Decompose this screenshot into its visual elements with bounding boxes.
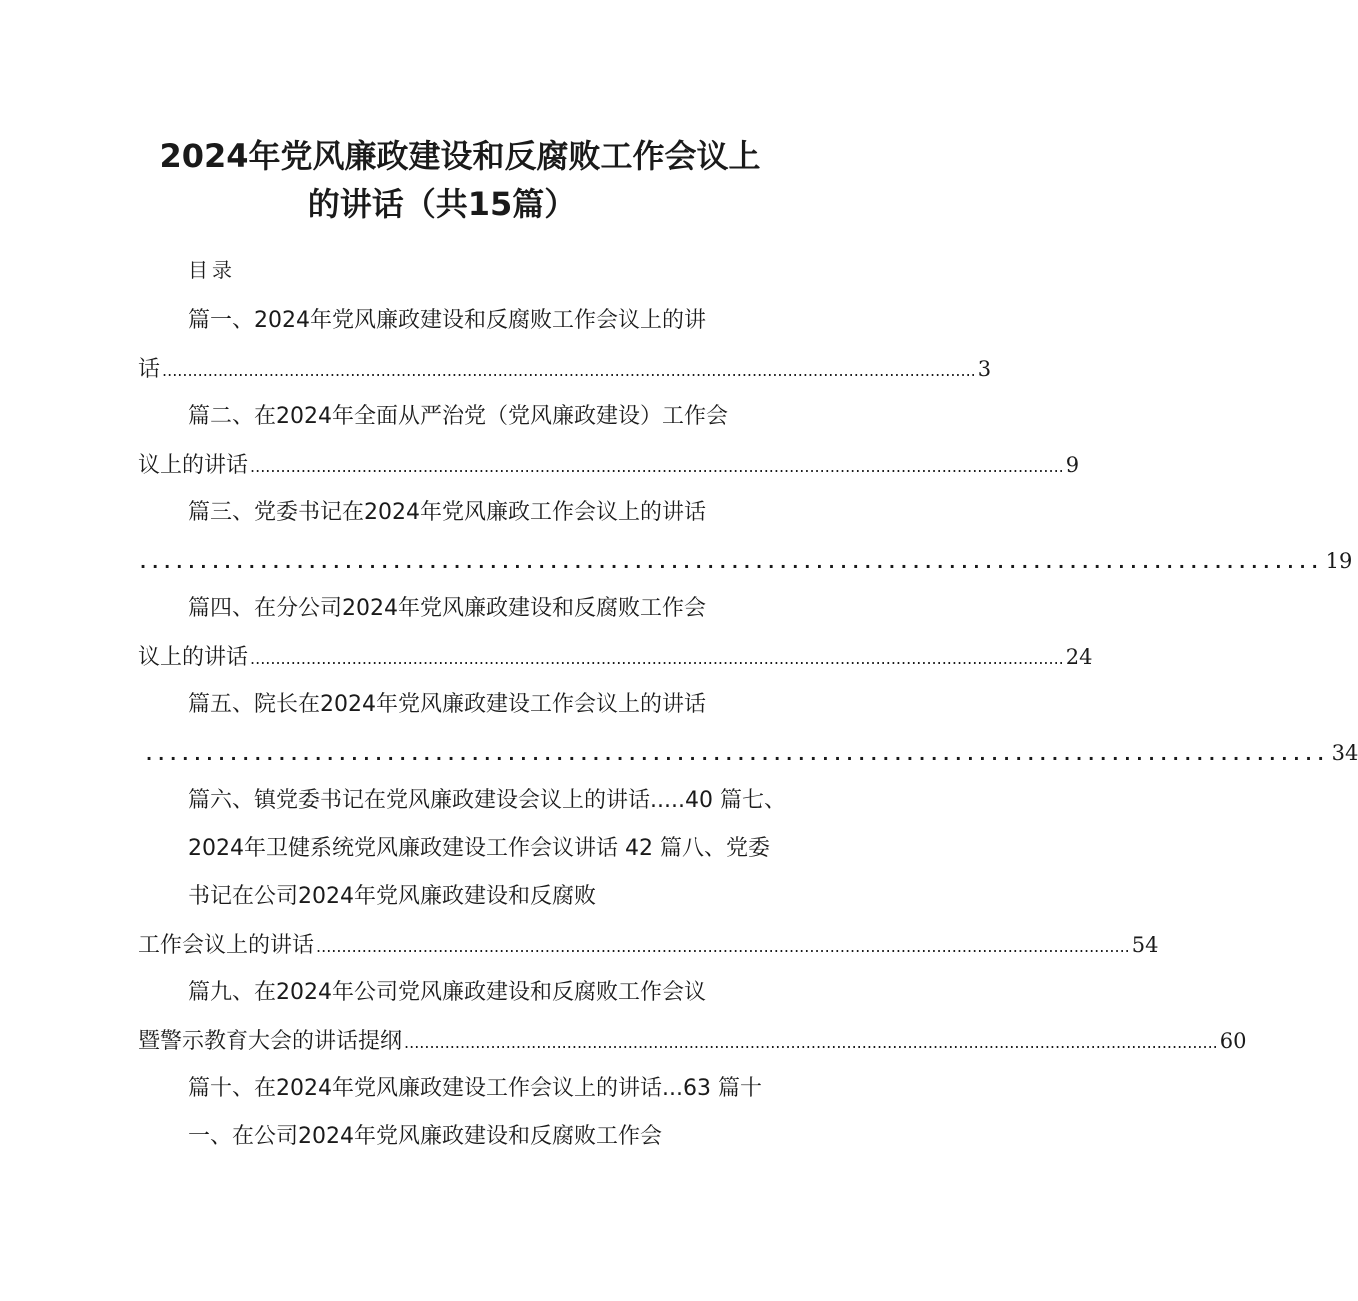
toc-entry-text: 工作会议上的讲话 [138, 933, 315, 958]
toc-entry-9-line-2 [138, 1026, 1247, 1058]
toc-entry-4-line-1: 篇四、在分公司2024年党风廉政建设和反腐败工作会 [188, 596, 706, 621]
toc-page-number: 34 [1331, 741, 1358, 765]
toc-entry-9-line-1: 篇九、在2024年公司党风廉政建设和反腐败工作会议 [188, 980, 706, 1005]
toc-entry-11-line: 一、在公司2024年党风廉政建设和反腐败工作会 [188, 1124, 662, 1149]
toc-entry-7-line: 2024年卫健系统党风廉政建设工作会议讲话 42 篇八、党委 [188, 836, 770, 861]
toc-page-number: 9 [1065, 453, 1080, 477]
toc-entry-text: 暨警示教育大会的讲话提纲 [138, 1029, 403, 1054]
toc-entry-5-line-2 [144, 738, 1358, 770]
toc-heading: 目录 [188, 258, 236, 282]
toc-entry-text: 议上的讲话 [138, 645, 249, 670]
toc-entry-3-line-1: 篇三、党委书记在2024年党风廉政工作会议上的讲话 [188, 500, 706, 525]
toc-page-number: 60 [1219, 1029, 1247, 1053]
toc-entry-3-line-2 [138, 546, 1353, 578]
toc-entry-text: 议上的讲话 [138, 453, 249, 478]
toc-leader-dots: ................................................................................................................................................................ [316, 937, 1130, 956]
document-title-line-2: 的讲话（共15篇） [307, 185, 577, 223]
toc-page-number: 3 [977, 357, 992, 381]
toc-page-number: 24 [1065, 645, 1093, 669]
toc-page-number: 54 [1131, 933, 1159, 957]
document-title-line-1: 2024年党风廉政建设和反腐败工作会议上 [159, 137, 761, 175]
toc-leader-dots: ................................................................................................................................................................ [250, 649, 1064, 668]
toc-leader-dots: ................................................................................................................................................................ [404, 1033, 1218, 1052]
toc-entry-10-line: 篇十、在2024年党风廉政建设工作会议上的讲话...63 篇十 [188, 1076, 762, 1101]
toc-entry-text: 话 [138, 357, 161, 382]
toc-entry-8-line-1: 书记在公司2024年党风廉政建设和反腐败 [188, 884, 596, 909]
toc-entry-2-line-1: 篇二、在2024年全面从严治党（党风廉政建设）工作会 [188, 404, 728, 429]
toc-entry-1-line-1: 篇一、2024年党风廉政建设和反腐败工作会议上的讲 [188, 308, 706, 333]
toc-entry-1-line-2 [138, 354, 992, 386]
toc-leader-dots: .................................................................................................. [140, 553, 1324, 572]
toc-entry-4-line-2 [138, 642, 1093, 674]
toc-leader-dots: .................................................................................................. [146, 745, 1330, 764]
toc-leader-dots: ................................................................................................................................................................ [250, 457, 1064, 476]
toc-leader-dots: ................................................................................................................................................................ [162, 361, 976, 380]
toc-entry-8-line-2 [138, 930, 1159, 962]
toc-entry-5-line-1: 篇五、院长在2024年党风廉政建设工作会议上的讲话 [188, 692, 706, 717]
toc-page-number: 19 [1325, 549, 1353, 573]
toc-entry-2-line-2 [138, 450, 1080, 482]
toc-entry-6-line: 篇六、镇党委书记在党风廉政建设会议上的讲话.....40 篇七、 [188, 788, 786, 813]
